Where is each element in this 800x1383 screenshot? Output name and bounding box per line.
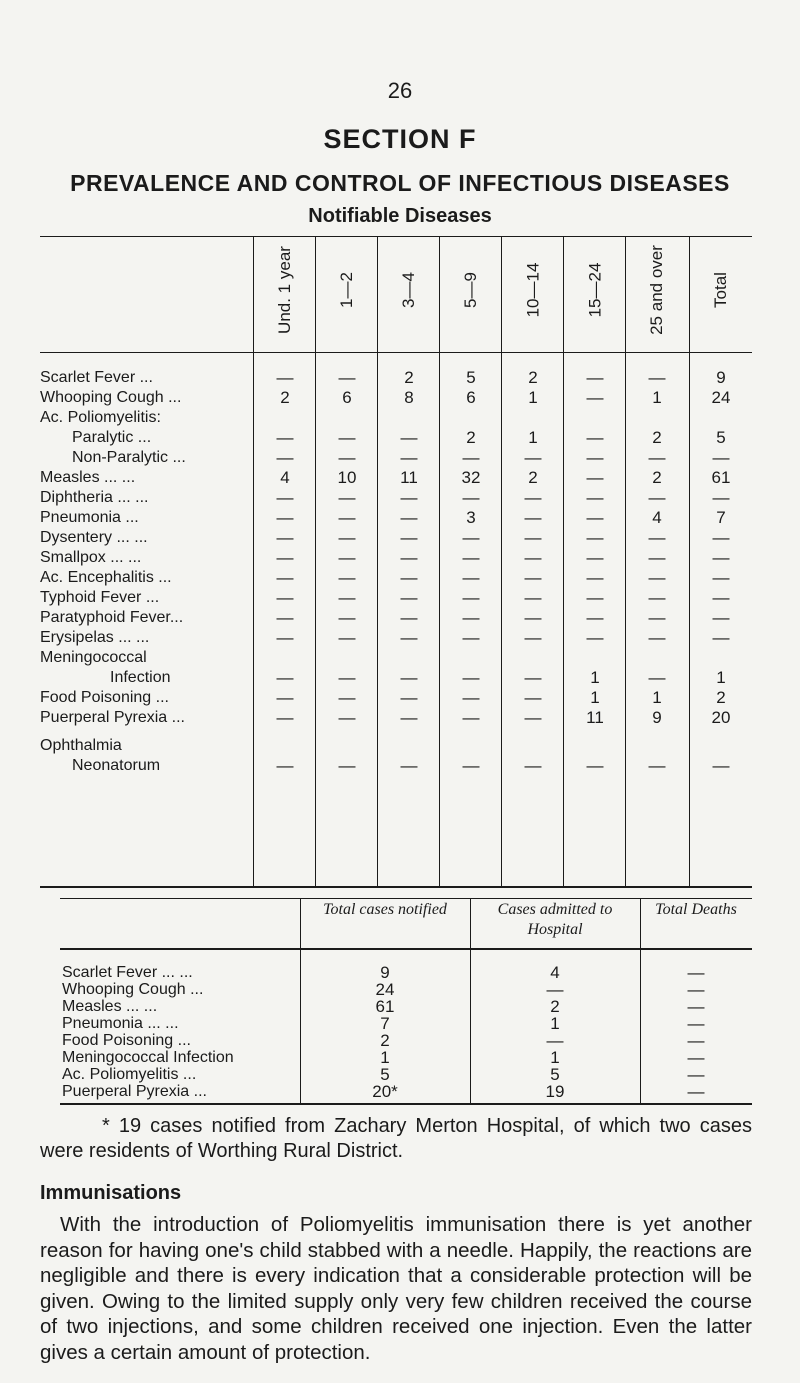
column-header-label: 10—14 (522, 262, 542, 318)
immunisations-heading: Immunisations (40, 1182, 182, 1204)
table-cell: 20 (711, 708, 731, 727)
table-cell: — (276, 688, 294, 707)
summary-cell: — (687, 980, 705, 999)
sub-title: Notifiable Diseases (308, 205, 492, 227)
summary-cell: — (687, 1048, 705, 1067)
column-header-label: Und. 1 year (275, 246, 295, 334)
table-cell: — (648, 548, 666, 567)
table-cell: — (338, 548, 356, 567)
table-cell: — (712, 568, 730, 587)
table-cell: — (462, 588, 480, 607)
footnote: * 19 cases notified from Zachary Merton Hospital, of which two cases were residents of Worthing Rural District. (40, 1115, 752, 1162)
table-cell: — (524, 628, 542, 647)
table-cell: — (338, 688, 356, 707)
summary-cell: 2 (380, 1031, 390, 1050)
table-cell: — (276, 528, 294, 547)
table-cell: — (586, 628, 604, 647)
immunisations-paragraph: With the introduction of Poliomyelitis immunisation there is yet another reason for having one's child stabbed with a needle. Happily, the reactions are negligible and there is every indication that a considerable protection will be given. Owing to the limited supply only very few children received the course of two injections, and some children received one injection. Even the latter gives a certain amount of protection. (40, 1213, 752, 1364)
table-cell: — (338, 628, 356, 647)
table-cell: — (648, 588, 666, 607)
table-cell: — (524, 548, 542, 567)
section-title: SECTION F (323, 124, 477, 154)
table-cell: — (400, 548, 418, 567)
table-cell: — (586, 548, 604, 567)
column-header-label: 5—9 (460, 272, 480, 308)
summary-cell: — (687, 1014, 705, 1033)
table-cell: — (338, 568, 356, 587)
table-cell: — (338, 528, 356, 547)
table-cell: — (400, 708, 418, 727)
table-cell: — (400, 568, 418, 587)
summary-column-header: Total Deaths (655, 901, 737, 918)
table-cell: — (400, 628, 418, 647)
summary-cell: — (687, 1082, 705, 1101)
table-cell: — (400, 756, 418, 775)
summary-cell: 20* (372, 1082, 398, 1101)
table-cell: — (586, 428, 604, 447)
table-cell: 1 (590, 668, 600, 687)
table-cell: 8 (404, 388, 414, 407)
row-label: Paratyphoid Fever... (40, 609, 184, 626)
table-cell: — (400, 668, 418, 687)
table-cell: — (462, 608, 480, 627)
table-cell: 4 (652, 508, 662, 527)
table-cell: — (462, 756, 480, 775)
table-cell: — (276, 608, 294, 627)
table-cell: — (524, 668, 542, 687)
table-cell: — (400, 588, 418, 607)
summary-cell: — (546, 1031, 564, 1050)
summary-cell: — (546, 980, 564, 999)
row-label: Ac. Encephalitis ... (40, 569, 172, 586)
summary-row-label: Food Poisoning ... (62, 1032, 191, 1049)
table-cell: 9 (716, 368, 726, 387)
summary-row-label: Ac. Poliomyelitis ... (62, 1066, 197, 1083)
table-cell: — (400, 608, 418, 627)
row-label: Non-Paralytic ... (72, 449, 186, 466)
table-cell: — (338, 668, 356, 687)
summary-cell: 1 (550, 1048, 560, 1067)
table-cell: — (524, 608, 542, 627)
table-cell: 2 (652, 468, 662, 487)
table-cell: — (524, 568, 542, 587)
page-number: 26 (387, 78, 413, 103)
table-cell: 1 (652, 688, 662, 707)
table-cell: — (338, 756, 356, 775)
table-cell: — (524, 756, 542, 775)
table-bottom-rule (40, 886, 752, 888)
summary-row-label: Meningococcal Infection (62, 1049, 234, 1066)
table-cell: 2 (652, 428, 662, 447)
table-cell: — (276, 628, 294, 647)
summary-cell: — (687, 997, 705, 1016)
column-header (316, 244, 378, 336)
row-label: Measles ... ... (40, 469, 136, 486)
table-cell: — (524, 528, 542, 547)
summary-cell: 1 (380, 1048, 390, 1067)
summary-cell: 4 (550, 963, 560, 982)
table-cell: 10 (337, 468, 357, 487)
table-cell: — (648, 448, 666, 467)
summary-cell: 1 (550, 1014, 560, 1033)
table-cell: — (338, 508, 356, 527)
table-cell: — (712, 488, 730, 507)
table-cell: 1 (716, 668, 726, 687)
column-header-label: 1—2 (336, 272, 356, 308)
summary-column-header: Cases admitted to Hospital (497, 901, 613, 938)
column-header-label: 15—24 (584, 262, 604, 318)
table-cell: 3 (466, 508, 476, 527)
row-label: Erysipelas ... ... (40, 629, 150, 646)
table-cell: 6 (466, 388, 476, 407)
header-bottom-rule (40, 352, 752, 353)
table-cell: — (648, 368, 666, 387)
table-cell: — (712, 448, 730, 467)
column-header-label: Total (710, 272, 730, 308)
row-label: Dysentery ... ... (40, 529, 148, 546)
table-cell: — (648, 756, 666, 775)
table-cell: — (276, 508, 294, 527)
cases-summary-table (60, 898, 752, 1104)
row-label: Paralytic ... (72, 429, 152, 446)
column-header (502, 244, 564, 336)
table-cell: 32 (461, 468, 481, 487)
table-cell: — (400, 488, 418, 507)
table-cell: 24 (711, 388, 731, 407)
table-cell: — (276, 588, 294, 607)
table-cell: — (586, 756, 604, 775)
table-cell: — (462, 488, 480, 507)
table-cell: — (462, 568, 480, 587)
table-cell: 9 (652, 708, 662, 727)
row-label: Diphtheria ... ... (40, 489, 149, 506)
table-cell: — (338, 708, 356, 727)
row-label: Typhoid Fever ... (40, 589, 160, 606)
row-label: Meningococcal (40, 649, 147, 666)
main-title: PREVALENCE AND CONTROL OF INFECTIOUS DISEASES (70, 170, 730, 196)
row-label: Smallpox ... ... (40, 549, 142, 566)
table-cell: 2 (528, 468, 538, 487)
table-cell: — (586, 588, 604, 607)
table-cell: — (648, 668, 666, 687)
table-cell: — (338, 448, 356, 467)
table-cell: — (276, 708, 294, 727)
table-cell: 1 (528, 388, 538, 407)
table-cell: — (462, 528, 480, 547)
row-label: Whooping Cough ... (40, 389, 182, 406)
table-cell: — (586, 568, 604, 587)
table-cell: — (586, 528, 604, 547)
table-cell: 5 (716, 428, 726, 447)
table-cell: — (586, 388, 604, 407)
table-cell: 61 (711, 468, 731, 487)
table-cell: 7 (716, 508, 726, 527)
table-cell: — (462, 548, 480, 567)
row-label: Ac. Poliomyelitis: (40, 409, 161, 426)
table-cell: — (276, 668, 294, 687)
table-cell: — (338, 488, 356, 507)
table-cell: — (462, 628, 480, 647)
column-header (626, 244, 688, 336)
table-cell: — (648, 608, 666, 627)
table-cell: — (648, 488, 666, 507)
summary-cell: 24 (375, 980, 395, 999)
summary-cell: — (687, 1031, 705, 1050)
row-label: Puerperal Pyrexia ... (40, 709, 185, 726)
column-header (690, 244, 752, 336)
table-cell: — (338, 428, 356, 447)
table-cell: — (276, 756, 294, 775)
table-cell: — (648, 568, 666, 587)
summary-row-label: Whooping Cough ... (62, 981, 204, 998)
summary-row-label: Measles ... ... (62, 998, 158, 1015)
summary-cell: — (687, 1065, 705, 1084)
summary-cell: 7 (380, 1014, 390, 1033)
column-header (378, 244, 440, 336)
row-label-continuation: Neonatorum (72, 757, 161, 774)
table-cell: — (586, 368, 604, 387)
table-cell: — (400, 528, 418, 547)
column-header (564, 244, 626, 336)
table-cell: 2 (280, 388, 290, 407)
table-cell: 6 (342, 388, 352, 407)
table-cell: — (338, 588, 356, 607)
table-cell: — (712, 756, 730, 775)
table-cell: — (276, 368, 294, 387)
table-cell: — (524, 488, 542, 507)
table-cell: — (524, 688, 542, 707)
table-cell: 11 (400, 468, 418, 487)
table-cell: — (586, 488, 604, 507)
table-cell: 4 (280, 468, 290, 487)
column-header (440, 244, 502, 336)
table-top-rule (40, 236, 752, 237)
table-cell: 1 (590, 688, 600, 707)
summary-bottom-rule (60, 1103, 752, 1105)
table-cell: — (400, 688, 418, 707)
column-header (254, 244, 316, 336)
table-cell: — (462, 708, 480, 727)
table-cell: — (712, 548, 730, 567)
table-cell: 1 (528, 428, 538, 447)
table-cell: 5 (466, 368, 476, 387)
table-cell: 11 (586, 708, 604, 727)
table-cell: — (524, 588, 542, 607)
table-cell: — (648, 528, 666, 547)
table-cell: — (648, 628, 666, 647)
row-label: Pneumonia ... (40, 509, 139, 526)
table-cell: 2 (404, 368, 414, 387)
table-cell: — (524, 508, 542, 527)
table-cell: — (524, 448, 542, 467)
notifiable-diseases-by-age-table (40, 236, 752, 888)
summary-cell: 2 (550, 997, 560, 1016)
row-label: Food Poisoning ... (40, 689, 169, 706)
table-cell: — (276, 548, 294, 567)
summary-cell: 5 (550, 1065, 560, 1084)
summary-row-label: Puerperal Pyrexia ... (62, 1083, 207, 1100)
summary-cell: 5 (380, 1065, 390, 1084)
summary-top-rule (60, 898, 752, 899)
table-cell: — (400, 428, 418, 447)
table-cell: — (586, 508, 604, 527)
table-cell: 2 (716, 688, 726, 707)
table-cell: — (400, 448, 418, 467)
table-cell: — (338, 608, 356, 627)
row-label: Ophthalmia (40, 737, 122, 754)
table-cell: — (462, 688, 480, 707)
table-cell: — (524, 708, 542, 727)
row-label: Scarlet Fever ... (40, 369, 153, 386)
table-cell: 2 (466, 428, 476, 447)
table-cell: 1 (652, 388, 662, 407)
table-cell: — (462, 448, 480, 467)
table-cell: — (586, 448, 604, 467)
summary-cell: — (687, 963, 705, 982)
summary-row-label: Pneumonia ... ... (62, 1015, 179, 1032)
summary-row-label: Scarlet Fever ... ... (62, 964, 193, 981)
table-cell: — (586, 608, 604, 627)
summary-cell: 9 (380, 963, 390, 982)
table-cell: — (276, 488, 294, 507)
table-cell: 2 (528, 368, 538, 387)
table-cell: — (400, 508, 418, 527)
table-cell: — (276, 428, 294, 447)
table-cell: — (338, 368, 356, 387)
table-cell: — (712, 628, 730, 647)
table-cell: — (712, 588, 730, 607)
table-cell: — (712, 608, 730, 627)
column-header-label: 25 and over (647, 245, 667, 335)
summary-header-rule (60, 948, 752, 950)
table-cell: — (276, 448, 294, 467)
row-label-continuation: Infection (110, 669, 171, 686)
column-header-label: 3—4 (398, 272, 418, 308)
table-cell: — (712, 528, 730, 547)
table-cell: — (276, 568, 294, 587)
table-cell: — (586, 468, 604, 487)
summary-cell: 61 (375, 997, 395, 1016)
table-cell: — (462, 668, 480, 687)
summary-cell: 19 (545, 1082, 565, 1101)
summary-column-header: Total cases notified (323, 901, 447, 918)
